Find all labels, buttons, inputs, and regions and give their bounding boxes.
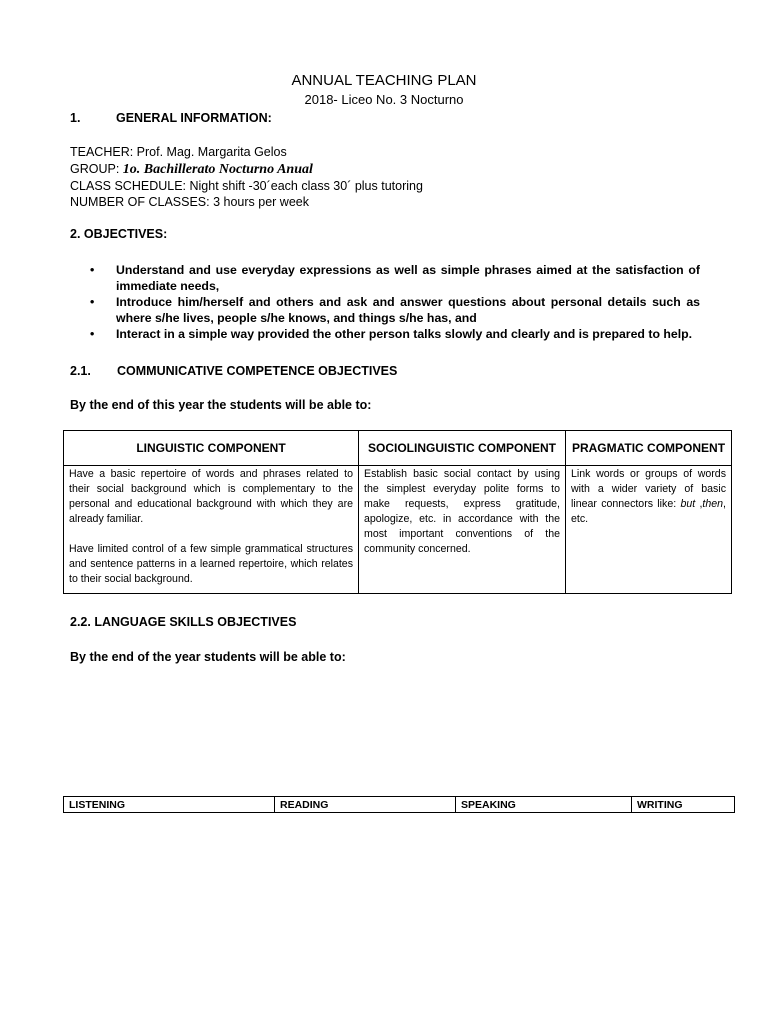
pragmatic-cell: [566, 466, 732, 594]
group-label: GROUP:: [70, 162, 123, 176]
sociolinguistic-cell: [359, 466, 566, 594]
schedule-line: CLASS SCHEDULE: Night shift -30´each class 30´ plus tutoring: [70, 179, 423, 193]
pragmatic-text: Link words or groups of words with a wider variety of basic linear connectors like: but ,then, etc.: [571, 468, 726, 525]
classes-line: NUMBER OF CLASSES: 3 hours per week: [70, 195, 309, 209]
document-subtitle: 2018- Liceo No. 3 Nocturno: [304, 92, 464, 107]
competence-table: [63, 430, 732, 594]
section-2-1-heading: COMMUNICATIVE COMPETENCE OBJECTIVES: [117, 364, 398, 378]
objectives-heading: 2. OBJECTIVES:: [70, 227, 168, 241]
language-intro: By the end of the year students will be able to:: [70, 650, 346, 664]
section-1-number: 1.: [70, 111, 81, 125]
document-title: ANNUAL TEACHING PLAN: [291, 72, 477, 89]
objective-item: • Interact in a simple way provided the other person talks slowly and clearly and is prepared to help.: [90, 327, 693, 341]
group-value: 1o. Bachillerato Nocturno Anual: [122, 162, 313, 177]
objectives-list: [90, 262, 700, 342]
objective-item: • Understand and use everyday expressions as well as simple phrases aimed at the satisfaction of immediate needs,: [90, 263, 700, 293]
skill-reading: READING: [275, 797, 456, 813]
linguistic-text-2: Have limited control of a few simple grammatical structures and sentence patterns in a learned repertoire, which relates to their social background.: [69, 543, 353, 585]
skills-table: [63, 796, 735, 813]
teacher-line: TEACHER: Prof. Mag. Margarita Gelos: [70, 145, 287, 159]
linguistic-header: LINGUISTIC COMPONENT: [64, 431, 359, 466]
skill-speaking: SPEAKING: [456, 797, 632, 813]
section-1-heading: GENERAL INFORMATION:: [116, 111, 272, 125]
objective-item: • Introduce him/herself and others and ask and answer questions about personal details such as where s/he lives, people s/he knows, and things s/he has, and: [90, 295, 700, 325]
pragmatic-header: PRAGMATIC COMPONENT: [566, 431, 732, 466]
group-line: [70, 162, 313, 178]
section-2-1-number: 2.1.: [70, 364, 91, 378]
communicative-intro: By the end of this year the students will be able to:: [70, 398, 372, 412]
sociolinguistic-text: Establish basic social contact by using the simplest everyday polite forms to make requests, express gratitude, apologize, etc. in accordance with the most important conventions of the community concerned.: [364, 468, 560, 555]
sociolinguistic-header: SOCIOLINGUISTIC COMPONENT: [359, 431, 566, 466]
section-2-2-heading: 2.2. LANGUAGE SKILLS OBJECTIVES: [70, 615, 297, 629]
skill-listening: LISTENING: [64, 797, 275, 813]
linguistic-cell: [64, 466, 359, 594]
skill-writing: WRITING: [632, 797, 735, 813]
linguistic-text-1: Have a basic repertoire of words and phrases related to their social background which is complementary to the personal and educational background with which they are already familiar.: [69, 468, 353, 525]
